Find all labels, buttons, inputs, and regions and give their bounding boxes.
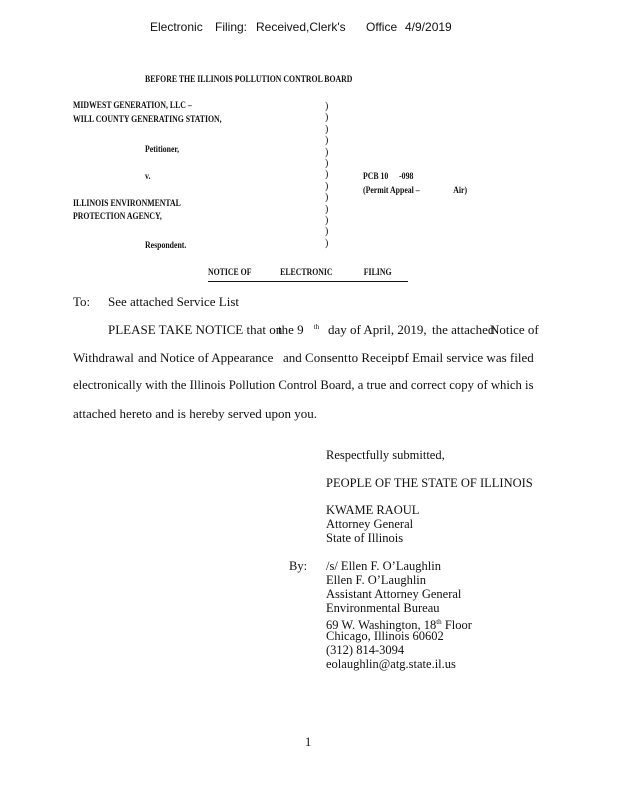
page-number: 1 bbox=[305, 735, 312, 749]
notice-word: FILING bbox=[363, 268, 392, 278]
case-number-part: PCB 10 bbox=[363, 172, 389, 182]
board-title: BEFORE THE ILLINOIS POLLUTION CONTROL BOARD bbox=[145, 75, 353, 85]
ag-title: Attorney General bbox=[326, 517, 414, 531]
paragraph-line2-a: Withdrawal bbox=[73, 350, 134, 365]
header-word: Electronic bbox=[150, 20, 203, 34]
case-number bbox=[363, 172, 414, 182]
signer-name: Ellen F. O’Laughlin bbox=[326, 573, 427, 587]
paragraph-line1-c: day of April, 2019, bbox=[328, 322, 427, 337]
respondent-line2: PROTECTION AGENCY, bbox=[73, 212, 162, 222]
paragraph-line1-a: PLEASE TAKE NOTICE that on bbox=[108, 322, 283, 337]
header-word: Received,Clerk's bbox=[256, 20, 346, 34]
address-floor: Floor bbox=[444, 618, 472, 633]
people-line: PEOPLE OF THE STATE OF ILLINOIS bbox=[326, 476, 533, 490]
header-word: 4/9/2019 bbox=[405, 20, 452, 34]
header-word: Filing: bbox=[215, 20, 248, 34]
paragraph-line1-b bbox=[278, 322, 319, 338]
to-label: To: bbox=[73, 294, 91, 309]
paragraph-line3: electronically with the Illinois Pollution Control Board, a true and correct copy of which is bbox=[73, 378, 534, 392]
notice-title bbox=[208, 268, 392, 278]
date-day: the 9 bbox=[278, 322, 304, 337]
caption-parentheses: ) ) ) ) ) ) ) ) ) ) ) ) ) bbox=[325, 101, 329, 249]
to-value: See attached Service List bbox=[108, 294, 240, 309]
address-line2: Chicago, Illinois 60602 bbox=[326, 629, 444, 643]
petitioner-line1: MIDWEST GENERATION, LLC – bbox=[73, 101, 192, 111]
notice-word: NOTICE OF bbox=[208, 268, 252, 278]
header-word: Office bbox=[366, 20, 398, 34]
closing: Respectfully submitted, bbox=[326, 448, 445, 462]
case-type bbox=[363, 186, 468, 196]
case-type-part: (Permit Appeal – bbox=[363, 186, 420, 196]
case-number-part: -098 bbox=[399, 172, 414, 182]
notice-underline bbox=[208, 281, 408, 282]
paragraph-line2-b: and Notice of Appearance bbox=[138, 350, 274, 365]
case-type-part: Air) bbox=[453, 186, 468, 196]
address-floor-suffix: th bbox=[436, 618, 442, 626]
notice-word: ELECTRONIC bbox=[280, 268, 333, 278]
respondent-line1: ILLINOIS ENVIRONMENTAL bbox=[73, 199, 181, 209]
paragraph-line2-d: to Receipt bbox=[348, 350, 402, 365]
phone: (312) 814-3094 bbox=[326, 643, 405, 657]
petitioner-role: Petitioner, bbox=[145, 145, 180, 155]
date-day-suffix: th bbox=[313, 322, 320, 331]
paragraph-line2-c: and Consent bbox=[283, 350, 348, 365]
by-label: By: bbox=[289, 559, 308, 573]
versus: v. bbox=[145, 172, 151, 182]
signature-line: /s/ Ellen F. O’Laughlin bbox=[326, 559, 441, 573]
address-street: 69 W. Washington, 18 bbox=[326, 618, 437, 633]
respondent-role: Respondent. bbox=[145, 241, 187, 251]
signer-bureau: Environmental Bureau bbox=[326, 601, 440, 615]
petitioner-line2: WILL COUNTY GENERATING STATION, bbox=[73, 115, 222, 125]
paragraph-line1-d: the attached bbox=[432, 322, 495, 337]
email: eolaughlin@atg.state.il.us bbox=[326, 657, 456, 671]
ag-state: State of Illinois bbox=[326, 531, 404, 545]
paragraph-line2-e: of Email service was filed bbox=[398, 350, 534, 365]
paragraph-line4: attached hereto and is hereby served upon you. bbox=[73, 406, 318, 421]
paragraph-line1-e: Notice of bbox=[490, 322, 539, 337]
signer-title: Assistant Attorney General bbox=[326, 587, 462, 601]
ag-name: KWAME RAOUL bbox=[326, 503, 420, 517]
